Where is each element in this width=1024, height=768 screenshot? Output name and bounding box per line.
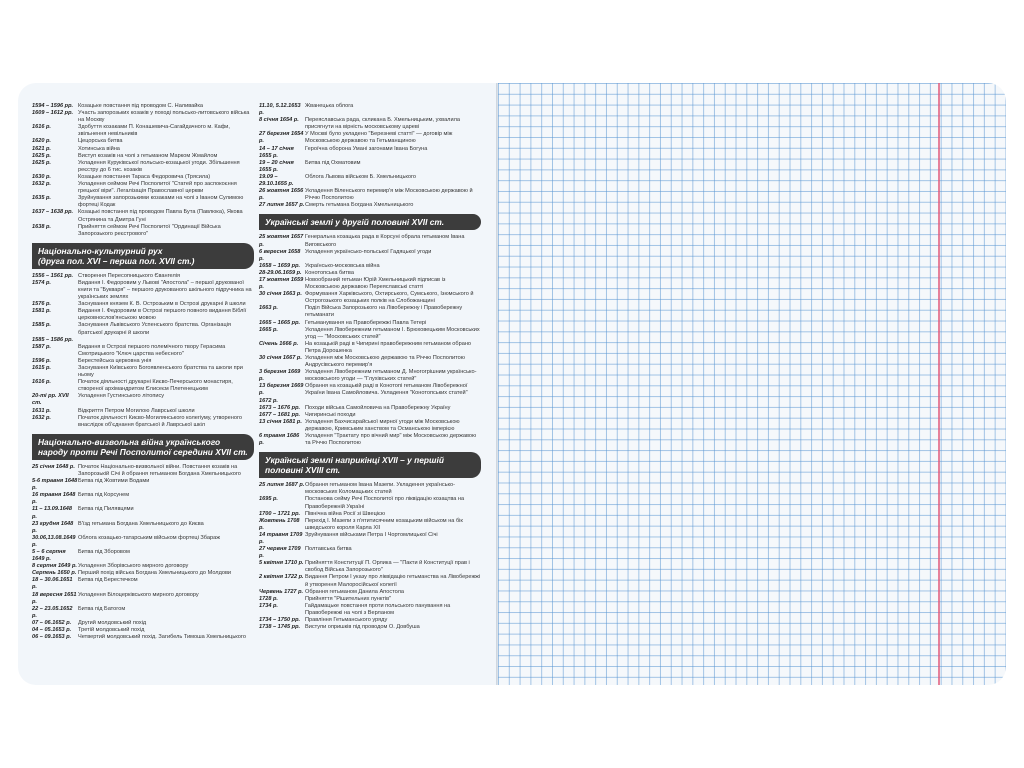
- event-date: 14 травня 1709 р.: [259, 531, 303, 545]
- timeline-row: [32, 273, 254, 280]
- grid-page: [498, 83, 1006, 685]
- timeline-row: [259, 412, 481, 419]
- event-text: Укладення Лівобережним гетьманом Д. Многогрішним українсько-московського угоди — "Глухівських статей": [305, 369, 477, 383]
- event-date: 1615 р.: [32, 365, 51, 371]
- event-text: Прийняття "Рішительних пунктів": [305, 595, 392, 602]
- timeline-row: [32, 174, 254, 181]
- left-page: [18, 83, 498, 685]
- event-text: Битва під Пилявцями: [78, 506, 134, 513]
- event-text: Четвертий молдовський похід. Загибель Тимоша Хмельницького: [78, 634, 246, 641]
- timeline-list: [32, 273, 254, 429]
- timeline-list: [259, 482, 481, 631]
- timeline-row: [32, 620, 254, 627]
- event-text: Здобуття козаками П. Конашевича-Сагайдачного м. Кафи, звільнення невільників: [78, 124, 230, 138]
- margin-line: [938, 83, 940, 685]
- timeline-row: [259, 617, 481, 624]
- event-text: Початок діяльності друкарні Києво-Печерського монастиря, створеної архімандритом Єлисеєм Плетенецьким: [78, 379, 233, 393]
- event-date: Січень 1666 р.: [259, 340, 299, 347]
- event-date: 5 квітня 1710 р.: [259, 560, 304, 567]
- event-date: 11.10, 5.12.1653 р.: [259, 103, 301, 117]
- timeline-row: [32, 549, 254, 563]
- event-date: 1632 р.: [32, 414, 51, 421]
- event-text: Укладення Білоцерківського мирного договору: [78, 591, 199, 598]
- timeline-row: [32, 464, 254, 478]
- timeline-row: [259, 234, 481, 248]
- event-text: Прийняття Конституції П. Орлика — "Пакти й Конституції прав і свобод Війська Запорозького": [305, 560, 470, 574]
- event-text: Правління Гетьманського уряду: [305, 617, 388, 623]
- event-date: 6 вересня 1658 р.: [259, 248, 301, 262]
- event-date: 1677 – 1681 рр.: [259, 411, 301, 418]
- timeline-row: [259, 131, 481, 145]
- event-text: Видання в Острозі першого полемічного твору Герасима Смотрицького "Ключ царства небесного": [78, 343, 226, 357]
- event-date: Серпень 1650 р.: [32, 570, 77, 577]
- event-text: [305, 398, 481, 405]
- event-date: Червень 1727 р.: [259, 588, 304, 595]
- timeline-row: [259, 202, 481, 209]
- event-date: 1621 р.: [32, 145, 51, 152]
- event-date: 19.09 – 29.10.1655 р.: [259, 173, 294, 188]
- timeline-row: [259, 355, 481, 369]
- timeline-row: [259, 603, 481, 617]
- event-date: 20-ті рр. XVII ст.: [32, 393, 69, 407]
- timeline-row: [32, 606, 254, 620]
- timeline-row: [259, 574, 481, 588]
- timeline-row: [259, 398, 481, 405]
- event-date: 13 січня 1681 р.: [259, 418, 302, 425]
- event-text: Зруйнування запорозькими козаками на чолі з Іваном Сулимою фортеці Кодак: [78, 195, 244, 209]
- timeline-row: [32, 408, 254, 415]
- event-date: 1625 р.: [32, 159, 51, 166]
- event-text: Початок діяльності Києво-Могилянського колегіуму, утвореного внаслідок об'єднання братської й Лаврської шкіл: [78, 414, 242, 428]
- event-text: Козацьке повстання Тараса Федоровича (Трясила): [78, 173, 211, 180]
- event-date: 1638 р.: [32, 223, 51, 230]
- event-date: 1594 – 1596 рр.: [32, 103, 74, 109]
- timeline-row: [259, 341, 481, 355]
- event-date: 30.06,13.08.1649 р.: [32, 534, 76, 548]
- event-text: Заснування князем К. В. Острозьким в Острозі друкарні й школи: [78, 301, 246, 308]
- timeline-row: [259, 589, 481, 596]
- timeline-row: [32, 308, 254, 322]
- event-text: В'їзд гетьмана Богдана Хмельницького до Києва: [78, 520, 204, 527]
- timeline-list: [32, 103, 254, 238]
- event-date: 22 – 23.05.1652 р.: [32, 605, 73, 619]
- event-date: 25 липня 1687 р.: [259, 482, 305, 489]
- timeline-row: [259, 160, 481, 174]
- event-date: 25 жовтня 1657 р.: [259, 234, 304, 248]
- event-date: 17 жовтня 1659 р.: [259, 276, 304, 291]
- event-text: Початок Національно-визвольної війни. Повстання козаків на Запорозькій Січі й обрання гетьманом Богдана Хмельницького: [78, 463, 241, 477]
- timeline-row: [259, 174, 481, 188]
- timeline-row: [32, 577, 254, 591]
- event-text: Північна війна Росії зі Швецією: [305, 510, 386, 517]
- event-text: Новообраний гетьман Юрій Хмельницький підписав із Московською державою Переяславські статті: [305, 276, 446, 291]
- event-date: 1556 – 1561 рр.: [32, 272, 74, 279]
- timeline-row: [259, 369, 481, 383]
- event-text: Облога козацько-татарським військом фортеці Збараж: [78, 534, 220, 541]
- timeline-row: [32, 344, 254, 358]
- timeline-row: [259, 188, 481, 202]
- timeline-row: [259, 383, 481, 397]
- timeline-row: [259, 405, 481, 412]
- timeline-list: [259, 103, 481, 209]
- event-date: 1734 – 1750 рр.: [259, 617, 301, 623]
- event-date: 27 березня 1654 р.: [259, 131, 304, 145]
- event-date: 13 березня 1669 р.: [259, 383, 304, 397]
- event-text: Козацьке повстання під проводом С. Наливайка: [78, 103, 204, 109]
- event-date: 1596 р.: [32, 357, 51, 364]
- timeline-row: [32, 160, 254, 174]
- event-date: 26 жовтня 1656 р.: [259, 188, 304, 202]
- event-text: Поділ Війська Запорозького на Лівобережну і Правобережну гетьманати: [305, 305, 463, 319]
- timeline-row: [259, 103, 481, 117]
- event-date: 1673 – 1676 рр.: [259, 404, 301, 411]
- event-date: 25 січня 1648 р.: [32, 463, 75, 470]
- timeline-row: [32, 322, 254, 336]
- event-date: 1576 р.: [32, 301, 51, 308]
- event-text: Укладення Густинського літопису: [78, 393, 165, 400]
- event-text: Видання І. Федоровим в Острозі першого повного видання Біблії церковнослов'янською мовою: [78, 308, 247, 322]
- event-date: 1631 р.: [32, 407, 51, 414]
- timeline-row: [259, 511, 481, 518]
- timeline-row: [259, 482, 481, 496]
- event-text: Участь запорозьких козаків у поході польсько-литовського війська на Москву: [78, 110, 250, 124]
- event-date: 5-6 травня 1648 р.: [32, 478, 78, 492]
- timeline-row: [259, 270, 481, 277]
- timeline-row: [32, 195, 254, 209]
- timeline-row: [32, 301, 254, 308]
- timeline-row: [32, 506, 254, 520]
- event-text: Перший похід війська Богдана Хмельницького до Молдови: [78, 570, 232, 577]
- event-date: 27 червня 1709 р.: [259, 546, 301, 560]
- event-date: 1637 – 1638 рр.: [32, 209, 74, 216]
- timeline-row: [259, 117, 481, 131]
- section-header: [259, 214, 481, 230]
- event-date: 23 грудня 1648 р.: [32, 520, 74, 534]
- event-date: 1738 – 1745 рр.: [259, 624, 301, 631]
- event-text: Битва під Зборовом: [78, 548, 130, 555]
- timeline-row: [259, 146, 481, 160]
- event-text: Обрання гетьманом Івана Мазепи. Укладення українсько-московських Коломацьких статей: [305, 482, 456, 496]
- event-date: Жовтень 1708 р.: [259, 517, 300, 531]
- event-date: 28-29.06.1659 р.: [259, 269, 302, 276]
- event-text: Третій молдовський похід: [78, 627, 145, 633]
- event-text: На козацькій раді в Чигирині правобережним гетьманом обрано Петра Дорошенка: [305, 340, 472, 354]
- event-date: 1665 – 1665 рр.: [259, 319, 301, 326]
- event-date: 2 квітня 1722 р.: [259, 574, 304, 581]
- timeline-row: [32, 146, 254, 153]
- section-header: [259, 452, 481, 478]
- event-text: Укладення українсько-польської Гадяцької угоди: [305, 248, 432, 255]
- event-date: 06 – 09.1653 р.: [32, 634, 72, 641]
- timeline-row: [32, 379, 254, 393]
- event-date: 5 – 6 серпня 1649 р.: [32, 548, 66, 563]
- timeline-row: [259, 305, 481, 319]
- event-date: 3 березня 1669 р.: [259, 369, 301, 383]
- event-date: 19 – 20 січня 1655 р.: [259, 159, 294, 173]
- event-text: Другий молдовський похід: [78, 619, 147, 626]
- event-text: Обрання на козацькій раді в Конотопі гетьманом Лівобережної України Івана Самойловича. Укладення "Конотопських статей": [305, 383, 468, 397]
- event-text: Зруйнування військами Петра І Чортомлицької Січі: [305, 531, 438, 538]
- event-date: 6 травня 1686 р.: [259, 433, 300, 447]
- event-date: 1635 р.: [32, 195, 51, 202]
- section-subtitle: половині XVIII ст.: [265, 465, 341, 476]
- event-date: 1585 – 1586 рр.: [32, 336, 74, 343]
- event-date: 1728 р.: [259, 595, 278, 602]
- event-date: 1587 р.: [32, 343, 51, 350]
- section-subtitle: народу проти Речі Посполитої середини XVII ст.: [38, 446, 248, 457]
- event-text: Гайдамацьке повстання проти польського панування на Правобережжі на чолі з Верланом: [305, 602, 451, 616]
- event-date: 1630 р.: [32, 173, 51, 180]
- event-text: Смерть гетьмана Богдана Хмельницького: [305, 202, 414, 209]
- timeline-row: [259, 560, 481, 574]
- event-text: Заснування Київського Богоявленського братства та школи при ньому: [78, 365, 243, 379]
- timeline-row: [259, 320, 481, 327]
- timeline-row: [259, 327, 481, 341]
- event-date: 11 – 13.09.1648 р.: [32, 506, 73, 520]
- section-header: [32, 243, 254, 269]
- event-date: 18 вересня 1651 р.: [32, 591, 77, 605]
- event-text: Битва під Батогом: [78, 605, 126, 612]
- section-header: [32, 434, 254, 460]
- timeline-row: [259, 291, 481, 305]
- event-text: Битва під Берестечком: [78, 577, 138, 584]
- event-text: Постанова сейму Речі Посполитої про ліквідацію козацтва на Правобережній Україні: [305, 496, 465, 510]
- event-text: Заснування Львівського Успенського братства. Організація братської друкарні й школи: [78, 322, 231, 336]
- timeline-row: [32, 110, 254, 124]
- event-text: Відкриття Петром Могилою Лаврської школи: [78, 407, 195, 414]
- event-text: Виступи опришків під проводом О. Довбуша: [305, 624, 420, 631]
- timeline-row: [259, 624, 481, 631]
- event-text: Перехід І. Мазепи з п'ятитисячним козацьким військом на бік шведського короля Карла XII: [305, 517, 463, 531]
- event-date: 27 липня 1657 р.: [259, 202, 305, 209]
- timeline-row: [259, 496, 481, 510]
- event-text: Укладення Куруківської польсько-козацької угоди. Збільшення реєстру до 6 тис. козаків: [78, 159, 240, 173]
- event-date: 1672 р.: [259, 397, 278, 404]
- event-text: Гетьманування на Правобережжі Павла Тетері: [305, 319, 427, 326]
- section-title: Національно-визвольна війна українського: [38, 436, 221, 447]
- event-text: Битва під Жовтими Водами: [78, 478, 150, 485]
- event-text: Цецорська битва: [78, 138, 123, 145]
- timeline-list: [259, 234, 481, 447]
- event-date: 1625 р.: [32, 152, 51, 159]
- event-text: Укладення між Московською державою та Річчю Посполитою Андрусівського перемир'я: [305, 355, 465, 369]
- timeline-row: [32, 181, 254, 195]
- timeline-row: [259, 277, 481, 291]
- event-text: Видання І. Федоровим у Львові "Апостола" – першої друкованої книги та "Букваря" – першого друкованого шкільного підручника на українських землях: [78, 279, 252, 301]
- event-text: Генеральна козацька рада в Корсуні обрала гетьманом Івана Виговського: [305, 234, 465, 248]
- event-text: Козацькі повстання під проводом Павла Бута (Павлюка), Якова Острянина та Дмитра Гуні: [78, 209, 243, 223]
- event-date: 07 – 06.1652 р.: [32, 619, 72, 626]
- event-date: 1665 р.: [259, 326, 278, 333]
- event-text: Створення Пересопницького Євангелія: [78, 272, 181, 279]
- event-text: Укладення Віленського перемир'я між Московською державою й Річчю Посполитою: [305, 188, 473, 202]
- event-text: Конотопська битва: [305, 269, 354, 276]
- event-text: Жванецька облога: [305, 103, 354, 109]
- timeline-list: [32, 464, 254, 641]
- event-text: Укладення Зборівського мирного договору: [78, 563, 189, 570]
- section-title: Національно-культурний рух: [38, 245, 163, 256]
- event-date: 14 – 17 січня 1655 р.: [259, 145, 294, 159]
- event-date: 30 січня 1663 р.: [259, 291, 302, 298]
- event-text: У Москві було укладено "Березневі статті" — договір між Московською державою та Гетьманщиною: [305, 131, 453, 145]
- timeline-row: [32, 492, 254, 506]
- event-date: 8 серпня 1649 р.: [32, 563, 77, 570]
- event-text: Обрання гетьманом Данила Апостола: [305, 588, 404, 595]
- event-text: Битва під Охматовим: [305, 159, 361, 166]
- event-text: Видання Петром І указу про ліквідацію гетьманства на Лівобережжі й утворення Малоросійської колегії: [305, 574, 481, 588]
- event-date: 1632 р.: [32, 181, 51, 188]
- event-text: Облога Львова військом Б. Хмельницького: [305, 173, 417, 180]
- timeline-row: [32, 570, 254, 577]
- event-date: 1734 р.: [259, 602, 278, 609]
- timeline-row: [32, 634, 254, 641]
- timeline-row: [259, 433, 481, 447]
- event-text: Укладення Лівобережним гетьманом І. Брюховецьким Московських угод — "Московських статей": [305, 326, 480, 340]
- timeline-row: [32, 365, 254, 379]
- event-text: Героїчна оборона Умані загонами Івана Богуна: [305, 145, 428, 152]
- section-subtitle: (друга пол. XVI – перша пол. XVII ст.): [38, 255, 195, 266]
- event-text: Виступ козаків на чолі з гетьманом Марком Жмайлом: [78, 152, 218, 159]
- left-column: [32, 103, 254, 641]
- timeline-row: [32, 280, 254, 301]
- section-title: Українські землі у другій половині XVII ст.: [265, 217, 445, 228]
- event-date: 1616 р.: [32, 379, 51, 386]
- timeline-row: [32, 478, 254, 492]
- event-date: 1658 – 1659 рр.: [259, 262, 301, 269]
- event-date: 8 січня 1654 р.: [259, 117, 299, 124]
- event-text: Хотинська війна: [78, 145, 120, 152]
- event-date: 1663 р.: [259, 305, 278, 312]
- event-text: Прийняття сеймом Речі Посполитої "Ординації Війська Запорозького реєстрового": [78, 223, 221, 237]
- event-date: 1700 – 1721 рр.: [259, 510, 301, 517]
- event-text: Берестейська церковна унія: [78, 357, 152, 364]
- timeline-row: [32, 337, 254, 344]
- event-date: 16 травня 1648 р.: [32, 492, 76, 506]
- timeline-row: [259, 249, 481, 263]
- section-title: Українські землі наприкінці XVII – у першій: [265, 455, 444, 466]
- timeline-row: [259, 596, 481, 603]
- timeline-row: [32, 124, 254, 138]
- timeline-row: [259, 546, 481, 560]
- event-date: 30 січня 1667 р.: [259, 355, 302, 361]
- event-text: [78, 337, 254, 344]
- event-text: Формування Харківського, Охтирського, Сумського, Ізюмського й Острогозького козацьких полків на Слобожанщині: [305, 291, 474, 305]
- timeline-row: [259, 419, 481, 433]
- timeline-row: [32, 415, 254, 429]
- timeline-row: [32, 209, 254, 223]
- timeline-row: [32, 358, 254, 365]
- event-text: Битва під Корсунем: [78, 492, 130, 499]
- timeline-row: [32, 138, 254, 145]
- event-date: 1585 р.: [32, 322, 51, 329]
- timeline-row: [259, 532, 481, 546]
- event-text: Чигиринські походи: [305, 411, 356, 418]
- right-column: [259, 103, 481, 631]
- event-date: 1616 р.: [32, 124, 51, 131]
- event-date: 1695 р.: [259, 496, 278, 503]
- event-date: 1574 р.: [32, 279, 51, 286]
- timeline-row: [259, 263, 481, 270]
- event-text: Укладення сеймом Речі Посполитої "Статей про заспокоєння грецької віри". Легалізація Православної церкви: [78, 181, 237, 195]
- event-date: 18 – 30.06.1651 р.: [32, 577, 73, 591]
- timeline-row: [32, 393, 254, 407]
- event-text: Укладення Бахчисарайської мирної угоди між Московською державою, Кримським ханством та Османською імперією: [305, 418, 460, 432]
- event-text: Походи війська Самойловича на Правобережну Україну: [305, 404, 451, 411]
- event-date: 04 – 05.1653 р.: [32, 627, 72, 633]
- event-date: 1609 – 1612 рр.: [32, 110, 74, 117]
- event-text: Українсько-московська війна: [305, 262, 380, 269]
- timeline-row: [32, 521, 254, 535]
- event-text: Полтавська битва: [305, 546, 352, 553]
- event-text: Переяславська рада, скликана Б. Хмельницьким, ухвалила присягнути на вірність московському цареві: [305, 117, 460, 131]
- event-text: Укладення "Трактату про вічний мир" між Московською державою та Річчю Посполитою: [305, 433, 477, 447]
- timeline-row: [32, 535, 254, 549]
- timeline-row: [32, 153, 254, 160]
- timeline-row: [32, 224, 254, 238]
- event-date: 1581 р.: [32, 308, 51, 315]
- timeline-row: [259, 518, 481, 532]
- timeline-row: [32, 592, 254, 606]
- event-date: 1620 р.: [32, 138, 51, 145]
